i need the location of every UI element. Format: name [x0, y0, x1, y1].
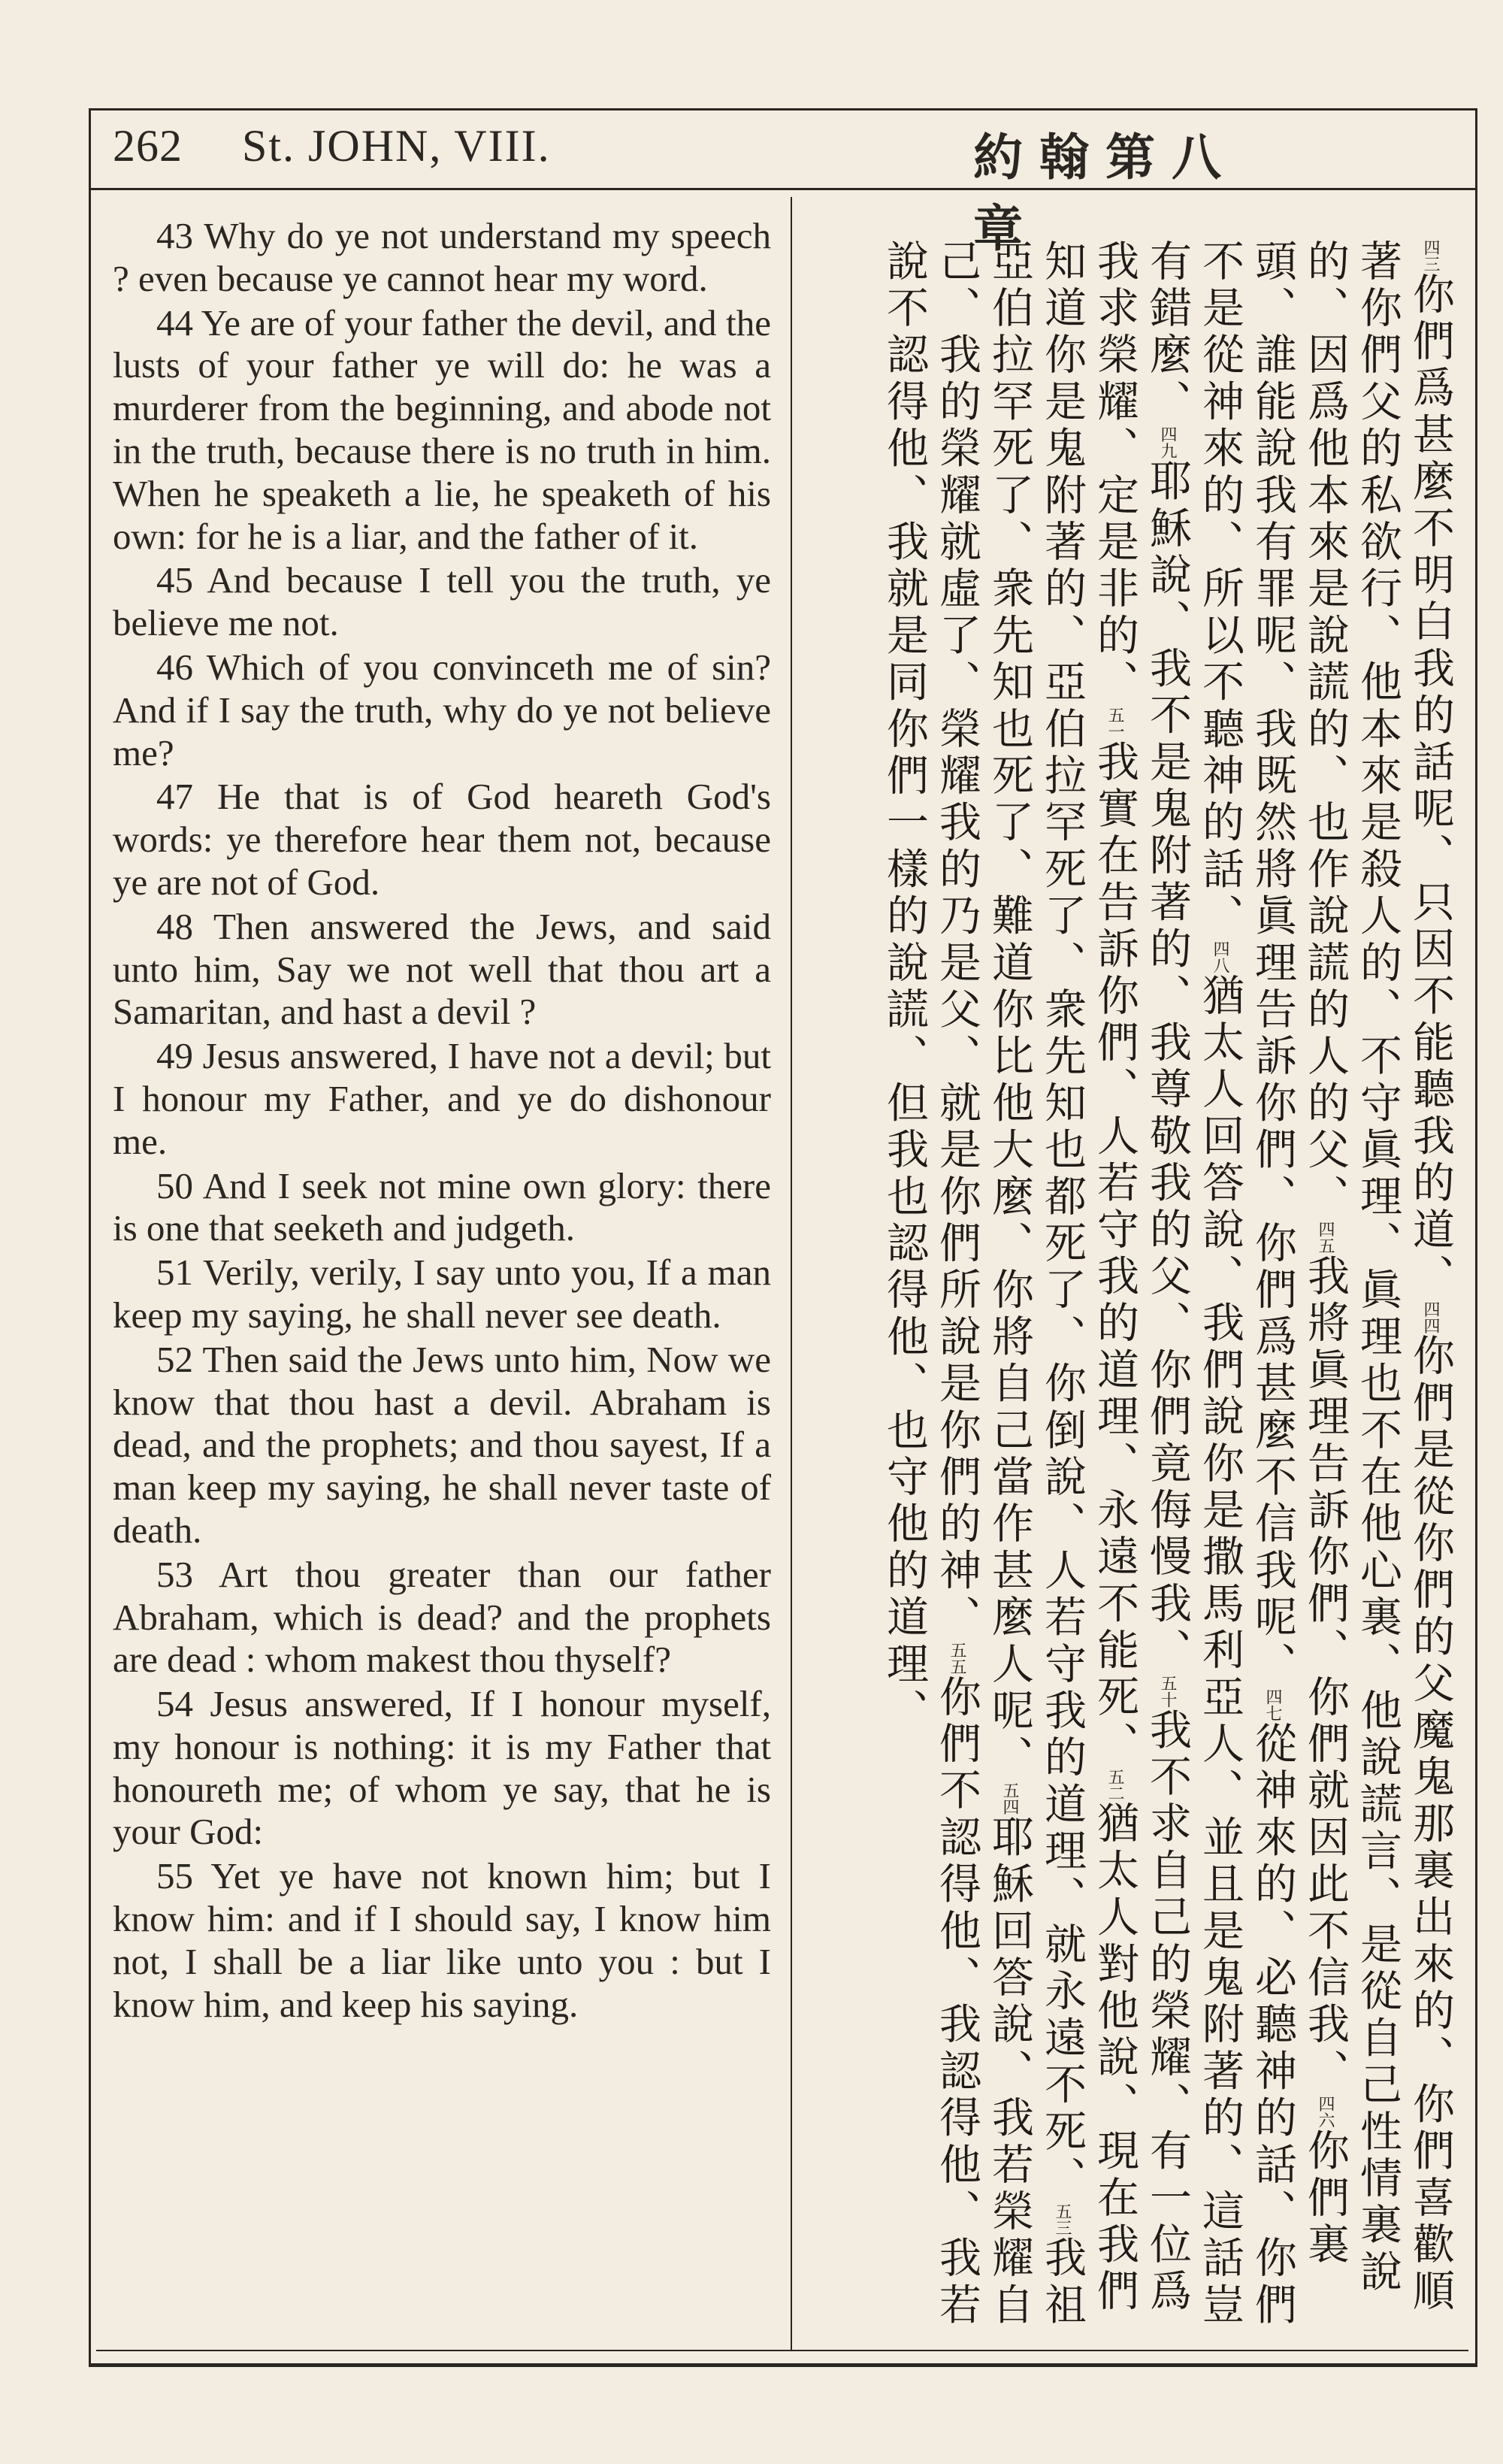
verse-47 — [113, 776, 771, 904]
verse-text: Then said the Jews unto him, Now we know that thou hast a devil. Abraham is dead, and the prophets; and thou sayest, If a man keep my saying, he shall never taste of death. — [113, 1338, 771, 1551]
verse-marker: 四三 — [1421, 239, 1440, 272]
chinese-verse-47: 從神來的、必聽神的話、你們不是從神來的、所以不聽神的話、 — [1196, 239, 1297, 2329]
running-head: St. JOHN, VIII. — [242, 121, 551, 171]
verse-text: Which of you convinceth me of sin? And if I say the truth, why do ye not believe me? — [113, 646, 771, 773]
verse-text: Yet ye have not known him; but I know him: and if I should say, I know him not, I shall be a liar like unto you : but I know him, and keep his saying. — [113, 1855, 771, 2025]
verse-text: And I seek not mine own glory: there is one that seeketh and judgeth. — [113, 1164, 772, 1249]
verse-number: 45 — [156, 559, 193, 601]
verse-marker: 四六 — [1316, 2095, 1335, 2129]
verse-text: Ye are of your father the devil, and the lusts of your father ye will do: he was a murderer from the beginning, and abode not in the truth, because there is no truth in him. When he speaketh a lie, he speaketh of his own: for he is a liar, and the father of it. — [113, 301, 772, 557]
chinese-verse-46: 你們裏頭、誰能說我有罪呢、我既然將眞理告訴你們、你們爲甚麼不信我呢、 — [1248, 239, 1350, 2269]
verse-number: 55 — [156, 1855, 193, 1897]
chinese-verse-44: 你們是從你們的父魔鬼那裏出來的、你們喜歡順著你們父的私欲行、他本來是殺人的、不守眞理、眞理也不在他心裏、他說謊言、是從自己性情裏說的、因爲他本來是說謊的、也作說謊的人的父、 — [1301, 239, 1455, 2316]
chinese-verse-55: 你們不認得他、我認得他、我若說不認得他、我就是同你們一樣的說謊、但我也認得他、也守他的道理、 — [880, 239, 981, 2329]
verse-number: 43 — [156, 215, 193, 256]
verse-text: Then answered the Jews, and said unto him, Say we not well that thou art a Samaritan, and hast a devil ? — [113, 905, 771, 1033]
verse-number: 44 — [156, 301, 193, 344]
verse-number: 54 — [156, 1683, 193, 1725]
verse-marker: 五五 — [948, 1642, 966, 1675]
verse-49 — [113, 1035, 771, 1163]
verse-text: Jesus answered, I have not a devil; but I honour my Father, and ye do dishonour me. — [113, 1035, 772, 1162]
verse-marker: 五二 — [1105, 1768, 1124, 1802]
verse-46 — [113, 646, 771, 774]
verse-number: 50 — [156, 1164, 193, 1206]
frame-top-rule — [89, 108, 1476, 110]
chinese-verse-50: 我不求自己的榮耀、有一位爲我求榮耀、定是非的、 — [1090, 239, 1192, 2316]
column-divider — [791, 197, 792, 2350]
verse-text: And because I tell you the truth, ye believe me not. — [113, 559, 772, 644]
verse-51 — [113, 1252, 771, 1337]
verse-marker: 四八 — [1211, 940, 1229, 973]
verse-number: 48 — [156, 905, 193, 947]
page-number: 262 — [113, 121, 183, 171]
verse-text: Why do ye not understand my speech ? even because ye cannot hear my word. — [113, 215, 771, 299]
verse-marker: 四五 — [1316, 1221, 1335, 1255]
verse-marker: 五三 — [1053, 2202, 1072, 2236]
verse-52 — [113, 1339, 771, 1552]
chinese-verse-54: 耶穌回答說、我若榮耀自己、我的榮耀就虛了、榮耀我的乃是父、就是你們所說是你們的神、 — [933, 239, 1034, 2329]
chinese-verse-51: 我實在告訴你們、人若守我的道理、永遠不能死、 — [1090, 740, 1139, 1769]
verse-54 — [113, 1683, 771, 1854]
chinese-verse-43: 你們爲甚麼不明白我的話呢、只因不能聽我的道、 — [1406, 272, 1455, 1301]
chinese-verse-49: 耶穌說、我不是鬼附著的、我尊敬我的父、你們竟侮慢我、 — [1143, 459, 1192, 1675]
verse-number: 53 — [156, 1553, 193, 1595]
verse-number: 51 — [156, 1252, 193, 1294]
verse-marker: 四九 — [1158, 425, 1177, 459]
bottom-rule — [96, 2350, 1468, 2351]
verse-marker: 四七 — [1263, 1688, 1282, 1722]
verse-43 — [113, 215, 771, 301]
verse-45 — [113, 559, 771, 645]
chinese-chapter-title: 約翰第八章 — [973, 129, 1238, 258]
verse-text: Jesus answered, If I honour myself, my honour is nothing: it is my Father that honoureth me; of whom ye say, that he is your God: — [113, 1683, 771, 1853]
verse-55 — [113, 1855, 771, 2026]
chinese-verse-48: 猶太人回答說、我們說你是撒馬利亞人、並且是鬼附著的、這話豈有錯麼、 — [1143, 239, 1244, 2329]
chinese-verse-45: 我將眞理告訴你們、你們就因此不信我、 — [1301, 1254, 1350, 2096]
verse-text: Art thou greater than our father Abraham, which is dead? and the prophets are dead : whom makest thou thyself? — [113, 1553, 771, 1681]
verse-48 — [113, 906, 771, 1034]
verse-number: 49 — [156, 1035, 193, 1077]
verse-50 — [113, 1165, 771, 1251]
verse-text: Verily, verily, I say unto you, If a man keep my saying, he shall never see death. — [113, 1252, 771, 1336]
verse-53 — [113, 1554, 771, 1682]
verse-marker: 五一 — [1105, 707, 1124, 740]
english-text-column — [113, 215, 771, 2027]
verse-marker: 五十 — [1158, 1675, 1177, 1709]
verse-marker: 四四 — [1421, 1300, 1440, 1334]
verse-marker: 五四 — [1000, 1781, 1019, 1815]
verse-44 — [113, 302, 771, 558]
chinese-verse-53: 我祖亞伯拉罕死了、衆先知也死了、難道你比他大麼、你將自己當作甚麼人呢、 — [985, 239, 1087, 2329]
verse-number: 52 — [156, 1338, 193, 1380]
verse-text: He that is of God heareth God's words: ye therefore hear them not, because ye are not of God. — [113, 776, 771, 903]
chinese-text-column — [810, 239, 1456, 2344]
verse-number: 46 — [156, 646, 193, 688]
chinese-verse-52: 猶太人對他說、現在我們知道你是鬼附著的、亞伯拉罕死了、衆先知也都死了、你倒說、人若守我的道理、就永遠不死、 — [1038, 239, 1139, 2316]
verse-number: 47 — [156, 776, 193, 818]
